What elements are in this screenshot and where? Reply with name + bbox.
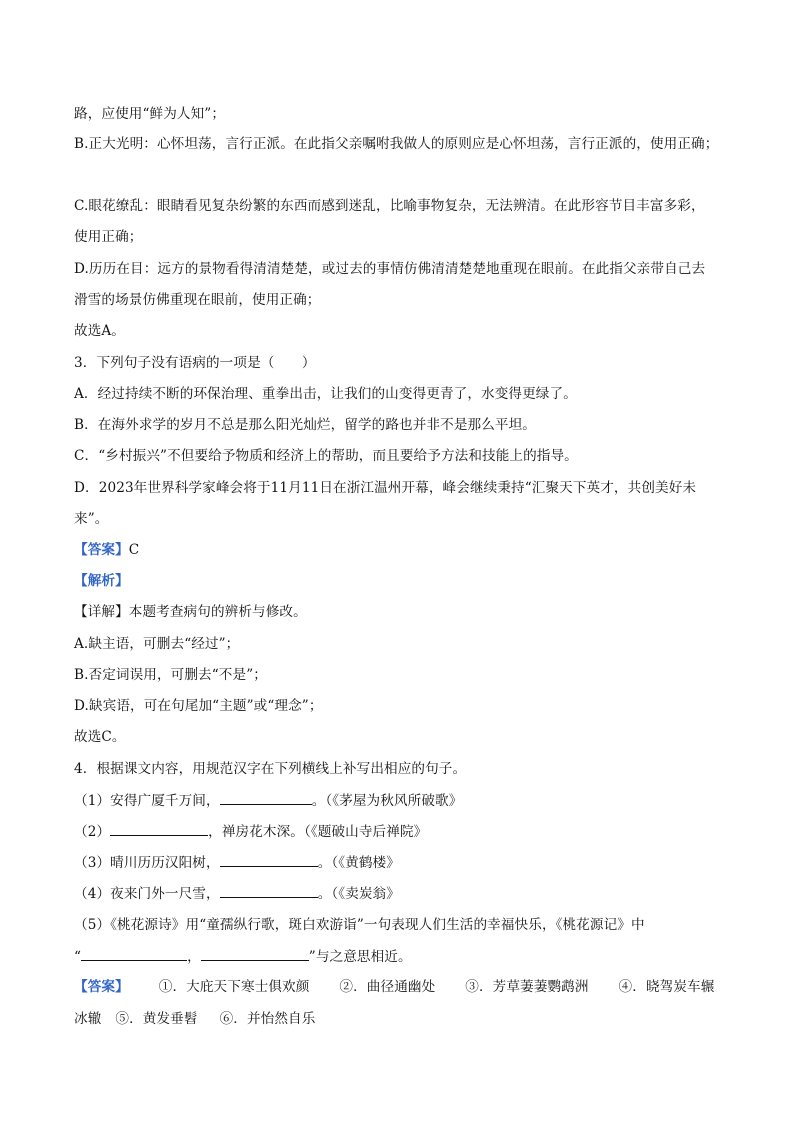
text-line: 路，应使用“鲜为人知”；	[74, 106, 226, 122]
answer-item: ②．曲径通幽处	[339, 979, 436, 995]
text-line: 滑雪的场景仿佛重现在眼前，使用正确；	[74, 292, 321, 308]
answer-item: ⑥．并怡然自乐	[219, 1011, 316, 1027]
answer-tag: 【答案】	[74, 542, 129, 558]
explanation-line: A.缺主语，可删去“经过”；	[74, 636, 240, 652]
explanation-b: B.正大光明：心怀坦荡，言行正派。在此指父亲嘱咐我做人的原则应是心怀坦荡，言行正派的，使用正确；	[74, 136, 719, 152]
explanation-c: C.眼花缭乱：眼睛看见复杂纷繁的东西而感到迷乱，比喻事物复杂，无法辨清。在此形容节目丰富多彩，	[74, 198, 705, 214]
item-text: （3）晴川历历汉阳树，	[74, 855, 220, 871]
analysis-tag: 【解析】	[74, 573, 129, 589]
answer-blank[interactable]	[220, 852, 318, 867]
option-c: C．“乡村振兴”不但要给予物质和经济上的帮助，而且要给予方法和技能上的指导。	[74, 448, 578, 464]
option-a: A．经过持续不断的环保治理、重拳出击，让我们的山变得更青了，水变得更绿了。	[74, 386, 577, 402]
question-3: 3．下列句子没有语病的一项是（ ）	[74, 355, 316, 371]
answer-item: 冰辙	[74, 1011, 102, 1027]
detail-tag: 【详解】	[74, 604, 129, 620]
option-d: D．2023年世界科学家峰会将于11月11日在浙江温州开幕，峰会继续秉持“汇聚天下英才，共创美好未	[74, 480, 697, 496]
answer-item: ③．芳草萋萋鹦鹉洲	[465, 979, 589, 995]
option-b: B．在海外求学的岁月不总是那么阳光灿烂，留学的路也并非不是那么平坦。	[74, 417, 536, 433]
text-line: 使用正确；	[74, 229, 143, 245]
answer-blank[interactable]	[220, 790, 312, 805]
text-line: 来”。	[74, 511, 109, 527]
item-text: （1）安得广厦千万间，	[74, 793, 220, 809]
answer-row-4-cont	[74, 1009, 315, 1029]
item-text: 。（《黄鹤楼》	[317, 855, 400, 871]
fill-item-2	[74, 821, 427, 842]
answer-value: C	[128, 542, 140, 558]
fill-item-3	[74, 852, 400, 873]
question-4: 4．根据课文内容，用规范汉字在下列横线上补写出相应的句子。	[74, 761, 467, 777]
answer-item: ④．晓驾炭车辗	[618, 979, 715, 995]
conclusion: 故选A。	[74, 323, 125, 339]
item-text: ，	[187, 949, 201, 965]
item-text: 。（《卖炭翁》	[317, 886, 400, 902]
fill-item-5: （5）《桃花源诗》用“童孺纵行歌，斑白欢游诣”一句表现人们生活的幸福快乐，《桃花源记》中	[74, 917, 645, 933]
answer-blank[interactable]	[201, 946, 309, 961]
item-text: ”与之意思相近。	[308, 949, 412, 965]
answer-blank[interactable]	[220, 883, 318, 898]
answer-blank[interactable]	[81, 946, 187, 961]
item-text: “	[74, 949, 82, 965]
explanation-d: D.历历在目：远方的景物看得清清楚楚，或过去的事情仿佛清清楚楚地重现在眼前。在此指父亲带自己去	[74, 261, 706, 277]
answer-item: ①．大庇天下寒士俱欢颜	[158, 979, 310, 995]
answer-row-4	[74, 977, 714, 997]
explanation-line: D.缺宾语，可在句尾加“主题”或“理念”；	[74, 698, 323, 714]
fill-item-5-blanks	[74, 946, 412, 967]
explanation-line: B.否定词误用，可删去“不是”；	[74, 667, 267, 683]
answer-blank[interactable]	[110, 821, 208, 836]
analysis-row	[74, 571, 129, 591]
answer-row	[74, 540, 139, 560]
item-text: 。（《茅屋为秋风所破歌》	[311, 793, 463, 809]
detail-row	[74, 602, 307, 622]
detail-text: 本题考查病句的辨析与修改。	[128, 604, 307, 620]
fill-item-1	[74, 790, 462, 811]
item-text: ，禅房花木深。（《题破山寺后禅院》	[208, 824, 428, 840]
conclusion: 故选C。	[74, 729, 126, 745]
answer-tag: 【答案】	[74, 979, 129, 995]
item-text: （2）	[74, 824, 111, 840]
answer-item: ⑤．黄发垂髫	[115, 1011, 198, 1027]
item-text: （4）夜来门外一尺雪，	[74, 886, 220, 902]
fill-item-4	[74, 883, 400, 904]
